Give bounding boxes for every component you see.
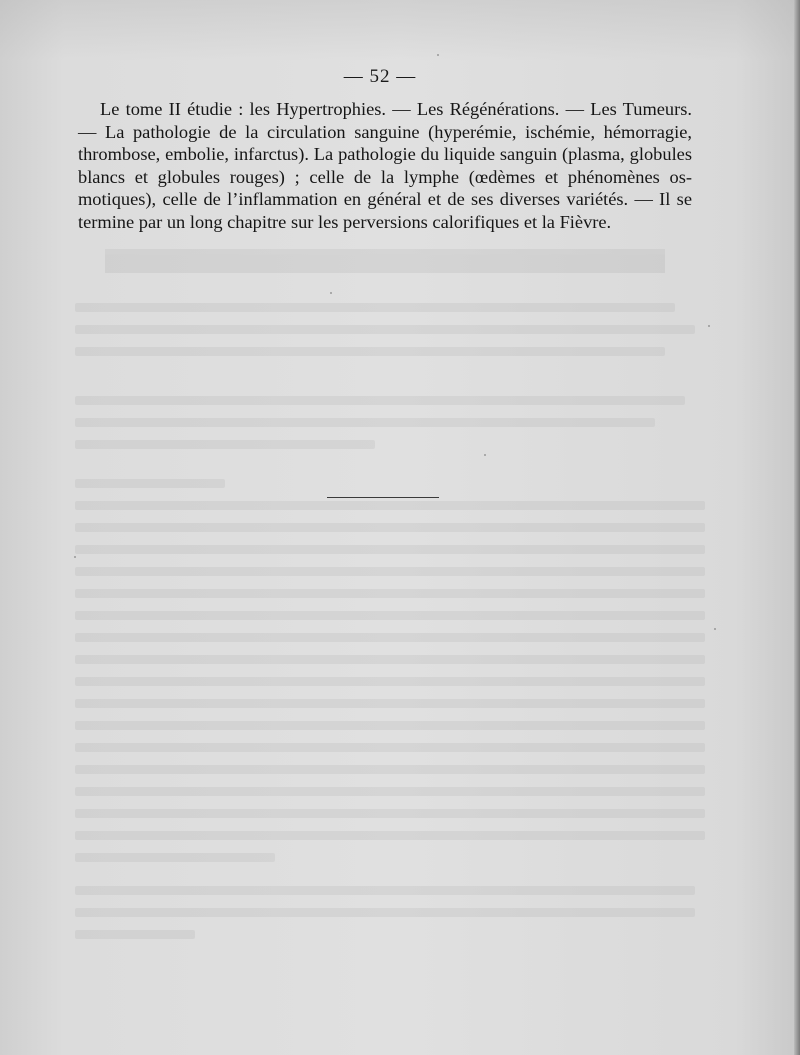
scan-shading [0,0,800,60]
body-paragraph: Le tome II étudie : les Hypertrophies. — Les Régénérations. — Les Tumeurs. — La pathologie de la circulation sanguine (hyperémie, ischémie, hémorragie, thrombose, embolie, infarctus). La pathologie du liquide sanguin (plasma, globules blancs et globules rouges) ; celle de la lymphe (œdèmes et phénomènes osmotiques), celle de l’inflammation en général et de ses diverses variétés. — Il se termine par un long chapitre sur les perversions calorifiques et la Fièvre. [78,99,692,232]
page-edge [794,0,800,1055]
paper-speck [714,628,716,630]
paper-speck [437,54,439,56]
reverse-side-show-through [75,235,715,975]
paper-speck [708,325,710,327]
section-divider [327,497,439,498]
paper-speck [484,454,486,456]
page-number: — 52 — [343,66,417,87]
paper-speck [74,556,76,558]
paper-speck [330,292,332,294]
